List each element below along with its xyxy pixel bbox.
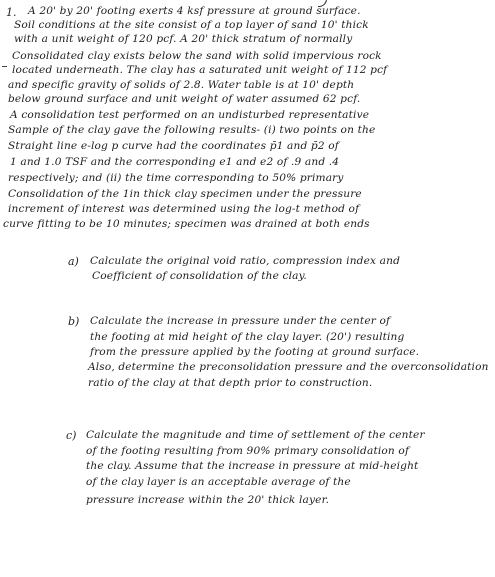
part-b-line: Also, determine the preconsolidation pressure and the overconsolidation <box>88 361 489 373</box>
statement-line: curve fitting to be 10 minutes; specimen was drained at both ends <box>3 218 370 230</box>
part-a-line: Calculate the original void ratio, compression index and <box>90 255 401 267</box>
part-a-line: Coefficient of consolidation of the clay. <box>92 270 307 282</box>
statement-line: Sample of the clay gave the following results- (i) two points on the <box>8 124 376 136</box>
statement-line: A 20' by 20' footing exerts 4 ksf pressure at ground surface. <box>28 5 361 17</box>
part-c-line: of the footing resulting from 90% primary consolidation of <box>86 445 410 457</box>
part-b-line: ratio of the clay at that depth prior to construction. <box>88 377 373 389</box>
statement-line: 1 and 1.0 TSF and the corresponding e1 and e2 of .9 and .4 <box>10 156 340 168</box>
statement-line: and specific gravity of solids of 2.8. Water table is at 10' depth <box>8 79 355 91</box>
part-c-line: pressure increase within the 20' thick layer. <box>86 494 330 506</box>
part-c-line: the clay. Assume that the increase in pressure at mid-height <box>86 460 419 472</box>
part-b-line: from the pressure applied by the footing at ground surface. <box>90 346 420 358</box>
statement-line: with a unit weight of 120 pcf. A 20' thick stratum of normally <box>14 33 353 45</box>
statement-line: located underneath. The clay has a saturated unit weight of 112 pcf <box>12 64 388 76</box>
part-c-label: c) <box>66 429 77 442</box>
part-b-label: b) <box>68 315 80 328</box>
problem-number: 1. <box>6 6 17 19</box>
part-a-label: a) <box>68 255 79 268</box>
statement-line: A consolidation test performed on an undisturbed representative <box>10 109 370 121</box>
statement-line: Consolidation of the 1in thick clay specimen under the pressure <box>8 188 362 200</box>
margin-dash-mark <box>2 66 7 67</box>
part-b-line: Calculate the increase in pressure under the center of <box>90 315 391 327</box>
part-b-line: the footing at mid height of the clay layer. (20') resulting <box>90 331 405 343</box>
statement-line: below ground surface and unit weight of water assumed 62 pcf. <box>8 93 361 105</box>
statement-line: respectively; and (ii) the time corresponding to 50% primary <box>8 172 344 184</box>
part-c-line: of the clay layer is an acceptable average of the <box>86 476 351 488</box>
statement-line: increment of interest was determined using the log-t method of <box>8 203 360 215</box>
statement-line: Soil conditions at the site consist of a top layer of sand 10' thick <box>14 19 369 31</box>
statement-line: Consolidated clay exists below the sand with solid impervious rock <box>12 50 382 62</box>
part-c-line: Calculate the magnitude and time of settlement of the center <box>86 429 425 441</box>
statement-line: Straight line e-log p curve had the coordinates p̄1 and p̄2 of <box>8 140 339 152</box>
